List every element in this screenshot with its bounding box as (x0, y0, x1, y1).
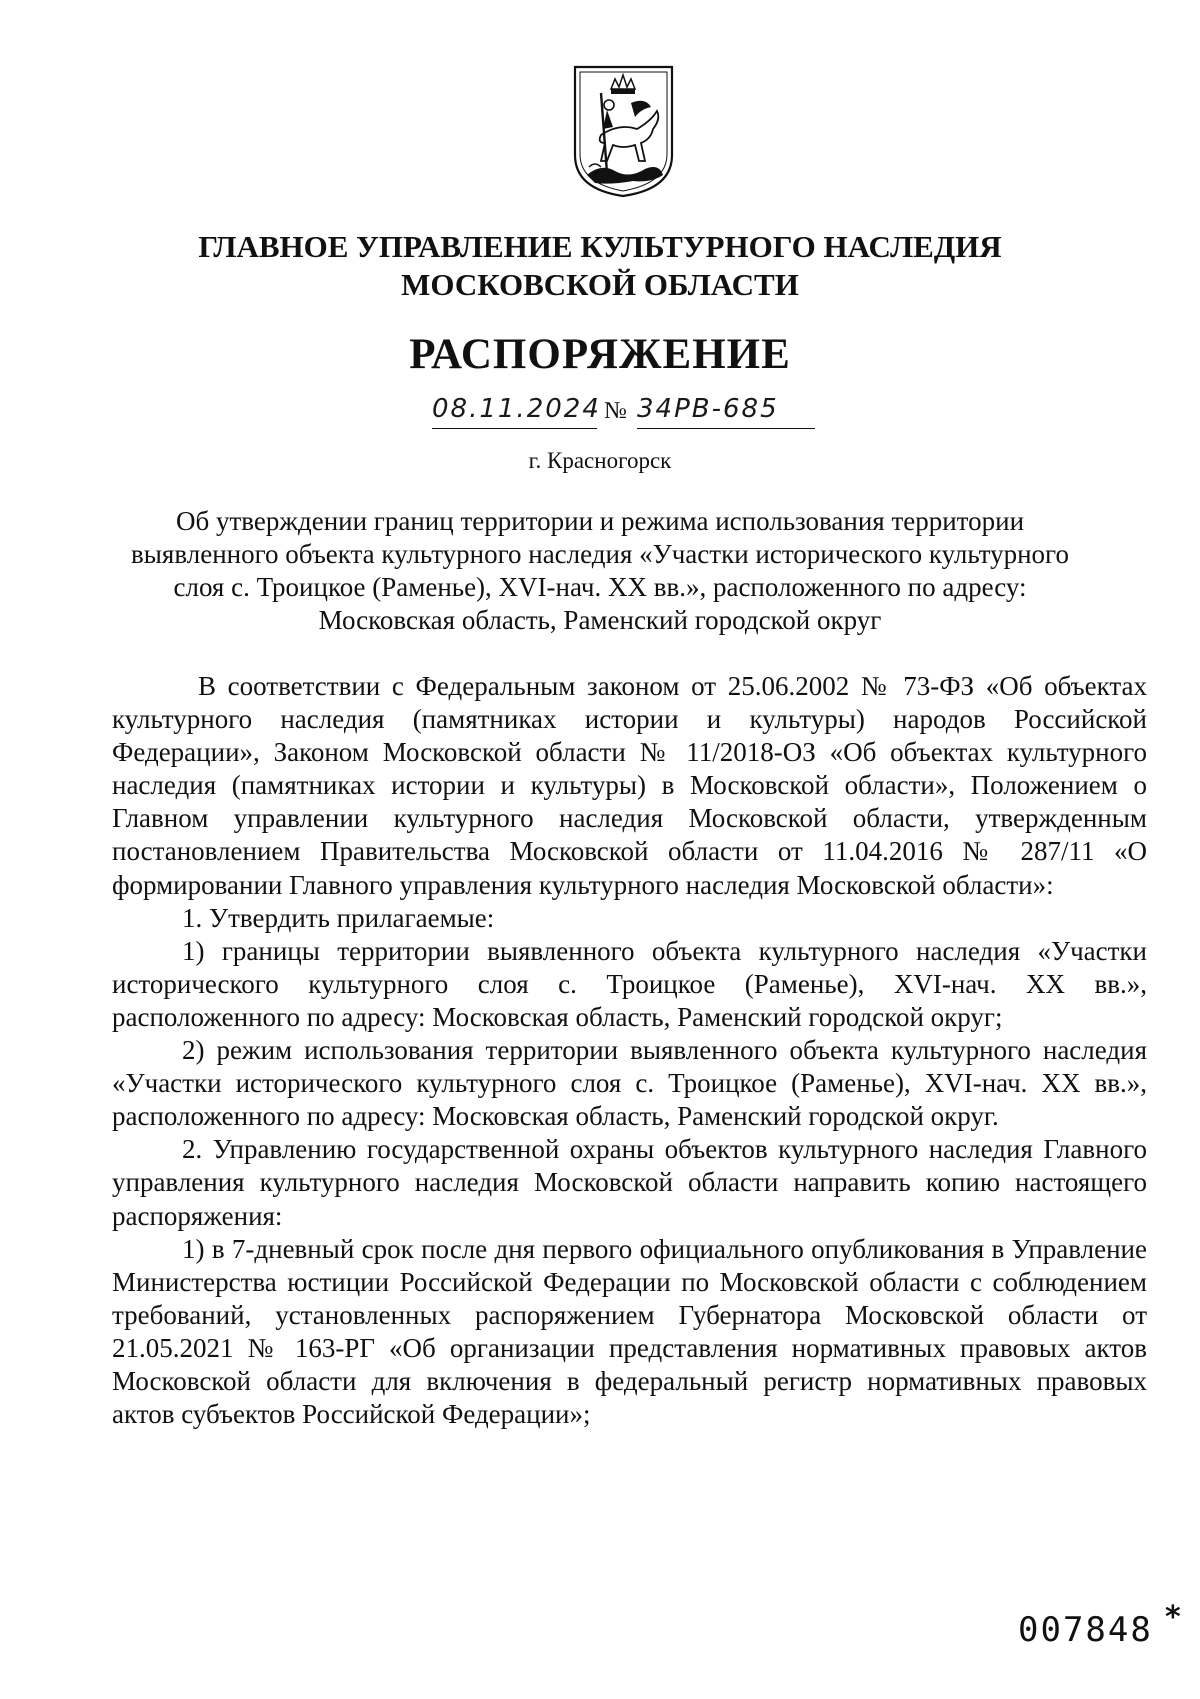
registration-number: 007848 (1018, 1610, 1153, 1650)
date-number-line (432, 394, 832, 434)
org-line-1: ГЛАВНОЕ УПРАВЛЕНИЕ КУЛЬТУРНОГО НАСЛЕДИЯ (198, 229, 1002, 264)
document-date: 08.11.2024 (432, 394, 601, 424)
issue-city: г. Красногорск (528, 448, 672, 473)
subject-line-1: Об утверждении границ территории и режима использования территории (175, 506, 1025, 536)
document-type: РАСПОРЯЖЕНИЕ (409, 331, 791, 378)
preamble-paragraph: В соответствии с Федеральным законом от 25.06.2002 № 73-ФЗ «Об объектах культурного наследия (памятниках истории и культуры) народов Российской Федерации», Законом Московской области № 11/2018-ОЗ «Об объектах культурного наследия (памятниках истории и культуры) в Московской области», Положением о Главном управлении культурного наследия Московской области, утвержденным постановлением Правительства Московской области от 11.04.2016 № 287/11 «О формировании Главного управления культурного наследия Московской области»: (112, 671, 1147, 900)
number-sign: № (604, 398, 627, 424)
clause-2: 2. Управлению государственной охраны объектов культурного наследия Главного управления культурного наследия Московской области направить копию настоящего распоряжения: (112, 1134, 1147, 1231)
star-mark: * (1165, 1600, 1181, 1635)
subject-line-2: выявленного объекта культурного наследия «Участки исторического культурного (131, 539, 1069, 569)
subject-line-3: слоя с. Троицкое (Раменье), XVI-нач. XX вв.», расположенного по адресу: (173, 572, 1027, 602)
date-underline (432, 428, 597, 429)
clause-1: 1. Утвердить прилагаемые: (182, 902, 495, 933)
clause-1-2: 2) режим использования территории выявленного объекта культурного наследия «Участки исторического культурного слоя с. Троицкое (Раменье), XVI-нач. XX вв.», расположенного по адресу: Московская область, Раменский городской округ. (112, 1035, 1147, 1132)
clause-1-1: 1) границы территории выявленного объекта культурного наследия «Участки исторического культурного слоя с. Троицкое (Раменье), XVI-нач. XX вв.», расположенного по адресу: Московская область, Раменский городской округ; (112, 935, 1147, 1032)
coat-of-arms-icon (571, 63, 676, 199)
subject-line-4: Московская область, Раменский городской округ (318, 605, 882, 635)
number-underline (637, 428, 815, 429)
document-number: 34РВ-685 (637, 394, 779, 424)
document-body (112, 670, 1147, 1431)
org-line-2: МОСКОВСКОЙ ОБЛАСТИ (401, 267, 799, 302)
document-subject (120, 505, 1080, 637)
organization-name (0, 228, 1200, 304)
clause-2-1: 1) в 7-дневный срок после дня первого официального опубликования в Управление Министерства юстиции Российской Федерации по Московской области с соблюдением требований, установленных распоряжением Губернатора Московской области от 21.05.2021 № 163-РГ «Об организации представления нормативных правовых актов Московской области для включения в федеральный регистр нормативных правовых актов субъектов Российской Федерации»; (112, 1233, 1147, 1430)
